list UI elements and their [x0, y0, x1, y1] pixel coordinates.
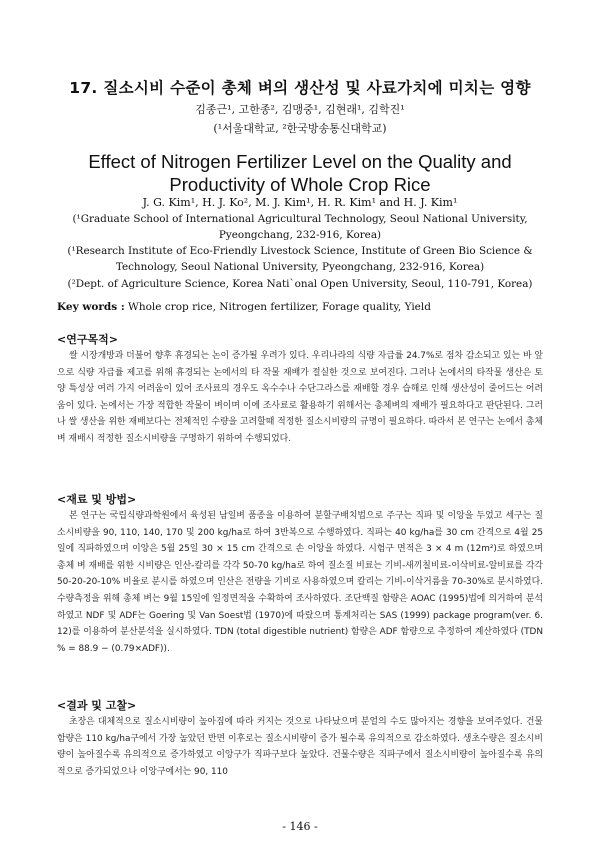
section-text-results: 초장은 대체적으로 질소시비량이 높아짐에 따라 커지는 것으로 나타났으며 분얼의 수도 많아지는 경향을 보여주었다. 건물함량은 110 kg/ha구에서 가장 높았던 반면 이후로는 질소시비량이 증가 될수록 유의적으로 감소하였다. 생초수량은 질소시비량이 높아질수록 유의적으로 증가하였고 이앙구가 직파구보다 높았다. 건물수량은 직파구에서 질소시비량이 높아질수록 유의적으로 증가되었으나 이앙구에서는 90, 110: [57, 717, 543, 777]
keywords: [57, 301, 431, 313]
affiliation-2: (¹Research Institute of Eco-Friendly Livestock Science, Institute of Green Bio Science & Technology, Seoul National University, Pyeongchang, 232-916, Korea): [67, 245, 533, 273]
affiliation-3: (²Dept. of Agriculture Science, Korea Nati`onal Open University, Seoul, 110-791, Korea): [67, 278, 533, 290]
section-heading-purpose: <연구목적>: [57, 333, 118, 346]
english-authors: J. G. Kim¹, H. J. Ko², M. J. Kim¹, H. R. Kim¹ and H. J. Kim¹: [142, 196, 458, 209]
affiliation-1: (¹Graduate School of International Agricultural Technology, Seoul National University, Pyeongchang, 232-916, Korea): [72, 213, 528, 241]
keywords-text: Whole crop rice, Nitrogen fertilizer, Forage quality, Yield: [128, 301, 431, 313]
section-heading-results: <결과 및 고찰>: [57, 699, 137, 712]
page-number: - 146 -: [282, 820, 318, 833]
english-title: Effect of Nitrogen Fertilizer Level on the Quality and Productivity of Whole Crop Rice: [88, 151, 512, 195]
section-heading-methods: <재료 및 방법>: [57, 493, 137, 506]
korean-affiliations: (¹서울대학교, ²한국방송통신대학교): [213, 122, 387, 135]
keywords-label: Key words :: [57, 301, 125, 313]
section-text-purpose: 쌀 시장개방과 더불어 향후 휴경되는 논이 증가될 우려가 있다. 우리나라의 식량 자급률 24.7%로 점차 감소되고 있는 바 앞으로 식량 자급률 제고를 위해 휴경되는 논에서의 타 작물 재배가 절실한 것으로 보여진다. 그러나 논에서의 타작물 생산은 토양 특성상 여러 가지 어려움이 있어 조사료의 경우도 옥수수나 수단그라스를 재배할 경우 습해로 인해 생산성이 줄어드는 어려움이 있다. 논에서는 가장 적합한 작물이 벼이며 이에 조사료로 활용하기 위해서는 총체벼의 재배가 필요하다고 판단된다. 그러나 쌀 생산을 위한 재배보다는 전체적인 수량을 고려할때 적정한 질소시비량의 규명이 필요하다. 따라서 본 연구는 논에서 총체벼 재배시 적정한 질소시비량을 구명하기 위하여 수행되었다.: [57, 351, 543, 444]
section-text-methods: 본 연구는 국립식량과학원에서 육성된 남일벼 품종을 이용하여 분할구배치법으로 주구는 직파 및 이앙을 두었고 세구는 질소시비량을 90, 110, 140, 170 및 200 kg/ha로 하여 3반복으로 수행하였다. 직파는 40 kg/ha를 30 cm 간격으로 4월 25일에 직파하였으며 이앙은 5월 25일 30 × 15 cm 간격으로 손 이앙을 하였다. 시험구 면적은 3 × 4 m (12m²)로 하였으며 총체 벼 재배를 위한 시비량은 인산-칼리를 각각 50-70 kg/ha로 하여 질소질 비료는 기비-새끼칠비료-이삭비료-알비료를 각각 50-20-20-10% 비율로 분시를 하였으며 인산은 전량을 기비로 사용하였으며 칼리는 기비-이삭거름을 70-30%로 분시하였다. 수량측정을 위해 총체 벼는 9월 15일에 일정면적을 수확하여 조사하였다. 조단백질 함량은 AOAC (1995)법에 의거하여 분석하였고 NDF 및 ADF는 Goering 및 Van Soest법 (1970)에 따랐으며 통계처리는 SAS (1999) package program(ver. 6. 12)를 이용하여 분산분석을 실시하였다. TDN (total digestible nutrient) 함량은 ADF 함량으로 추정하여 계산하였다 (TDN % = 88.9 − (0.79×ADF)).: [57, 511, 543, 654]
korean-title: 17. 질소시비 수준이 총체 벼의 생산성 및 사료가치에 미치는 영향: [69, 79, 531, 97]
korean-authors: 김종근¹, 고한종², 김맹중¹, 김현래¹, 김학진¹: [195, 103, 405, 116]
